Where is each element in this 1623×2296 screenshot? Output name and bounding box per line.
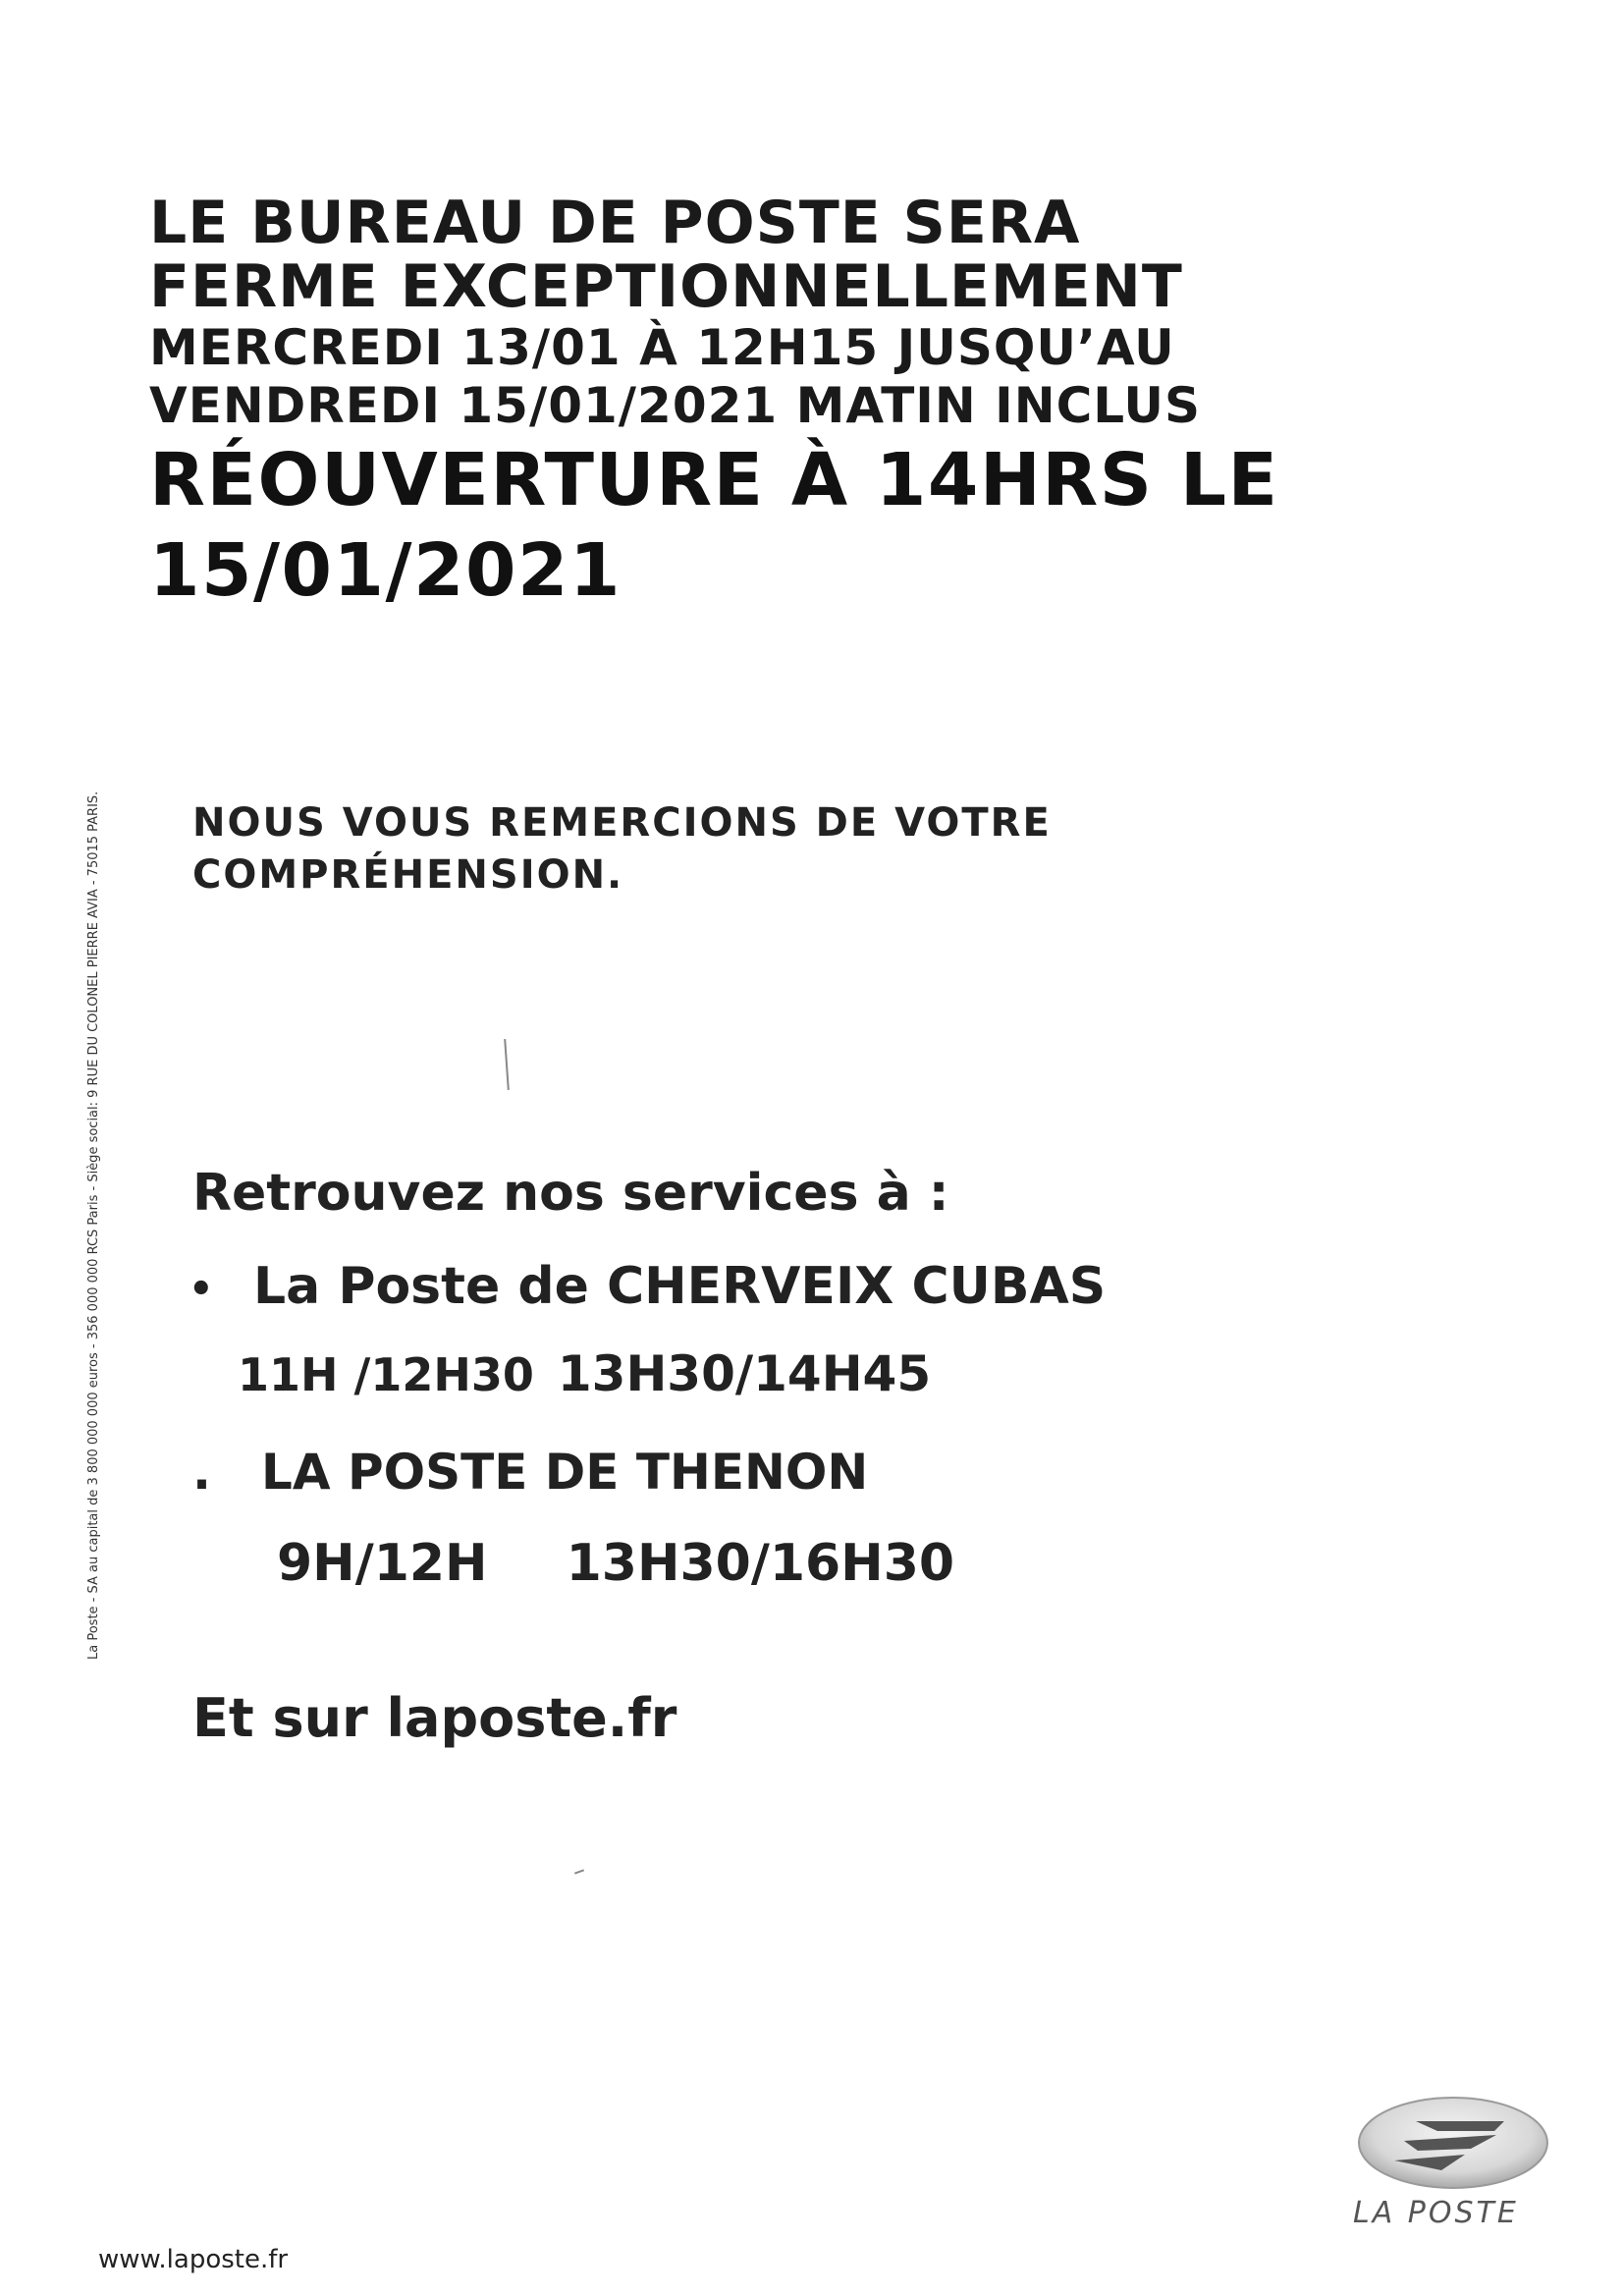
scan-mark bbox=[504, 1039, 510, 1090]
office-thenon bbox=[192, 1444, 868, 1501]
office-name: LA POSTE DE THENON bbox=[261, 1444, 869, 1501]
thanks-line-2: COMPRÉHENSION. bbox=[192, 852, 624, 899]
hours-morning: 9H/12H bbox=[277, 1534, 488, 1593]
scan-mark bbox=[574, 1869, 584, 1874]
services-title: Retrouvez nos services à : bbox=[192, 1164, 949, 1223]
thanks-line-1: NOUS VOUS REMERCIONS DE VOTRE bbox=[192, 800, 1052, 846]
bullet: . bbox=[192, 1444, 211, 1501]
la-poste-logo bbox=[1347, 2092, 1553, 2230]
notice-line-3: MERCREDI 13/01 À 12H15 JUSQU’AU bbox=[149, 318, 1175, 376]
thanks-message bbox=[192, 797, 1052, 902]
reopening-line-1: RÉOUVERTURE À 14HRS LE bbox=[149, 437, 1279, 522]
notice-line-1: LE BUREAU DE POSTE SERA bbox=[149, 189, 1081, 257]
logo-text: LA POSTE bbox=[1353, 2196, 1519, 2230]
hours-morning: 11H /12H30 bbox=[238, 1348, 534, 1401]
hours-afternoon: 13H30/16H30 bbox=[566, 1534, 955, 1593]
office-cherveix-cubas bbox=[189, 1257, 1106, 1316]
office-thenon-hours bbox=[277, 1534, 954, 1593]
closure-notice bbox=[149, 191, 1524, 617]
footer-url: www.laposte.fr bbox=[98, 2245, 289, 2274]
hours-afternoon: 13H30/14H45 bbox=[557, 1345, 932, 1402]
website-mention: Et sur laposte.fr bbox=[192, 1687, 677, 1749]
office-name: La Poste de CHERVEIX CUBAS bbox=[253, 1257, 1107, 1316]
legal-mention: La Poste - SA au capital de 3 800 000 000 euros - 356 000 000 RCS Paris - Siège social: 9 RUE DU COLONEL PIERRE AVIA - 75015 PARIS. bbox=[86, 791, 101, 1660]
notice-line-4: VENDREDI 15/01/2021 MATIN INCLUS bbox=[149, 376, 1201, 434]
la-poste-bird-icon bbox=[1347, 2092, 1553, 2190]
reopening-date: 15/01/2021 bbox=[149, 528, 622, 614]
office-cherveix-cubas-hours bbox=[238, 1345, 931, 1402]
bullet: • bbox=[189, 1267, 214, 1312]
notice-line-2: FERME EXCEPTIONNELLEMENT bbox=[149, 251, 1183, 321]
